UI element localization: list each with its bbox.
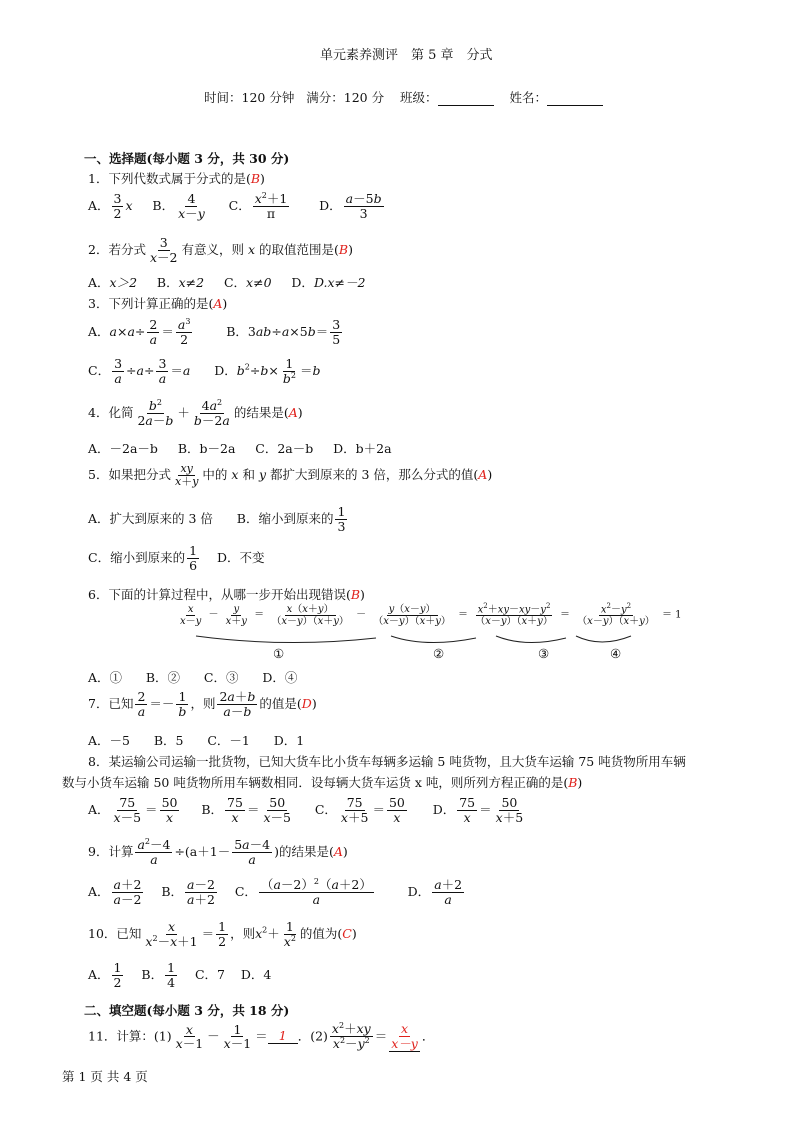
q6-step-arrows <box>176 632 646 664</box>
question-2: 2．若分式 $\frac{3}{x-2}$ 有意义，则 x 的取值范围是(B) <box>88 235 353 265</box>
q7-options: A．－5 B．5 C．－1 D．1 <box>88 733 305 748</box>
name-label: 姓名： <box>509 90 547 105</box>
q10-options: A． $\frac{1}{2}$ B． $\frac{1}{4}$ C．7 D．4 <box>88 960 272 990</box>
q6-computation: $\frac{x}{x-y}$ － $\frac{y}{x+y}$ ＝ $\frac{x(x+y)}{(x-y)(x+y)}$ － $\frac{y(x-y)}{(x-y)(x+y)}$ ＝ $\frac{x^2+xy-xy-y^2}{(x-y)(x+y)}$ ＝ $\frac{x^2-y^2}{(x-y)(x+y)}$ ＝ 1 <box>180 602 682 628</box>
question-7: 7．已知 $\frac{2}{a}$ ＝－ $\frac{1}{b}$ ，则 $\frac{2a+b}{a-b}$ 的值是(D) <box>88 689 317 719</box>
question-8-line-1: 8．某运输公司运输一批货物，已知大货车比小货车每辆多运输 5 吨货物，且大货车运输 75 吨货物所用车辆 <box>88 754 686 769</box>
question-3: 3．下列计算正确的是(A) <box>88 296 228 311</box>
page-title: 单元素养测评 第 5 章 分式 <box>320 48 493 63</box>
name-blank[interactable] <box>547 93 603 106</box>
q8-options: A． $\frac{75}{x-5}$ ＝ $\frac{50}{x}$ B． $\frac{75}{x}$ ＝ $\frac{50}{x-5}$ C． $\frac{75}{x+5}$ ＝ $\frac{50}{x}$ D． $\frac{75}{x}$ ＝ $\frac{50}{x+5}$ <box>88 795 524 825</box>
class-label: 班级： <box>400 90 438 105</box>
q3-options-ab: A．a×a÷ $\frac{2}{a}$ ＝ $\frac{a^3}{2}$ B．3ab÷a×5b＝ $\frac{3}{5}$ <box>88 317 341 347</box>
question-4: 4．化简 $\frac{b^2}{2a-b}$ ＋ $\frac{4a^2}{b-2a}$ 的结果是(A) <box>88 398 303 428</box>
section-2-heading: 二、填空题(每小题 3 分，共 18 分) <box>84 1003 290 1018</box>
exam-info <box>204 88 603 106</box>
q6-options: A．① B．② C．③ D．④ <box>88 670 298 685</box>
question-11: 11．计算：(1) $\frac{x}{x-1}$ － $\frac{1}{x-1}$ ＝ 1 ．(2) $\frac{x^2+xy}{x^2-y^2}$ ＝ $\frac{x}{x-y}$ ． <box>88 1021 435 1052</box>
q4-options: A．－2a－b B．b－2a C．2a－b D．b＋2a <box>88 441 392 456</box>
q6-step-3: ③ <box>538 646 550 661</box>
q11-answer-2[interactable]: $\frac{x}{x-y}$ <box>391 1021 418 1051</box>
score-label: 满分：120 分 <box>306 90 385 105</box>
q1-options: A． $\frac{3}{2}$ x B． $\frac{4}{x-y}$ C． $\frac{x^2+1}{\pi}$ D． $\frac{a-5b}{3}$ <box>88 191 382 221</box>
page-footer: 第 1 页 共 4 页 <box>62 1069 148 1084</box>
question-8-line-2: 数与小货车运输 50 吨货物所用车辆数相同．设每辆大货车运货 x 吨，则所列方程正确的是(B) <box>62 775 583 790</box>
q6-step-2: ② <box>433 646 445 661</box>
q9-options: A． $\frac{a+2}{a-2}$ B． $\frac{a-2}{a+2}$ C． $\frac{(a-2)^2(a+2)}{a}$ D． $\frac{a+2}{a}$ <box>88 877 463 907</box>
question-9: 9．计算 $\frac{a^2-4}{a}$ ÷(a＋1－ $\frac{5a-4}{a}$ )的结果是(A) <box>88 837 348 867</box>
q3-options-cd: C． $\frac{3}{a}$ ÷a÷ $\frac{3}{a}$ ＝a D．$b^2\div b\times$ $\frac{1}{b^2}$ ＝b <box>88 356 321 386</box>
time-label: 时间：120 分钟 <box>204 90 295 105</box>
section-1-heading: 一、选择题(每小题 3 分，共 30 分) <box>84 151 290 166</box>
q6-step-1: ① <box>273 646 285 661</box>
question-6: 6．下面的计算过程中，从哪一步开始出现错误(B) <box>88 587 365 602</box>
q11-answer-1[interactable]: 1 <box>268 1028 298 1044</box>
q6-step-4: ④ <box>610 646 622 661</box>
question-10: 10．已知 $\frac{x}{x^2-x+1}$ ＝ $\frac{1}{2}$ ，则$x^2+$ $\frac{1}{x^2}$ 的值为(C) <box>88 919 357 949</box>
q2-options: A．x＞2 B．x≠2 C．x≠0 D．D.x≠－2 <box>88 275 366 290</box>
q5-options-ab: A．扩大到原来的 3 倍 B．缩小到原来的 $\frac{1}{3}$ <box>88 504 346 534</box>
class-blank[interactable] <box>438 93 494 106</box>
question-1: 1．下列代数式属于分式的是(B) <box>88 171 265 186</box>
q5-options-cd: C．缩小到原来的 $\frac{1}{6}$ D．不变 <box>88 543 265 573</box>
question-5: 5．如果把分式 $\frac{xy}{x+y}$ 中的 x 和 y 都扩大到原来的 3 倍，那么分式的值(A) <box>88 462 493 489</box>
